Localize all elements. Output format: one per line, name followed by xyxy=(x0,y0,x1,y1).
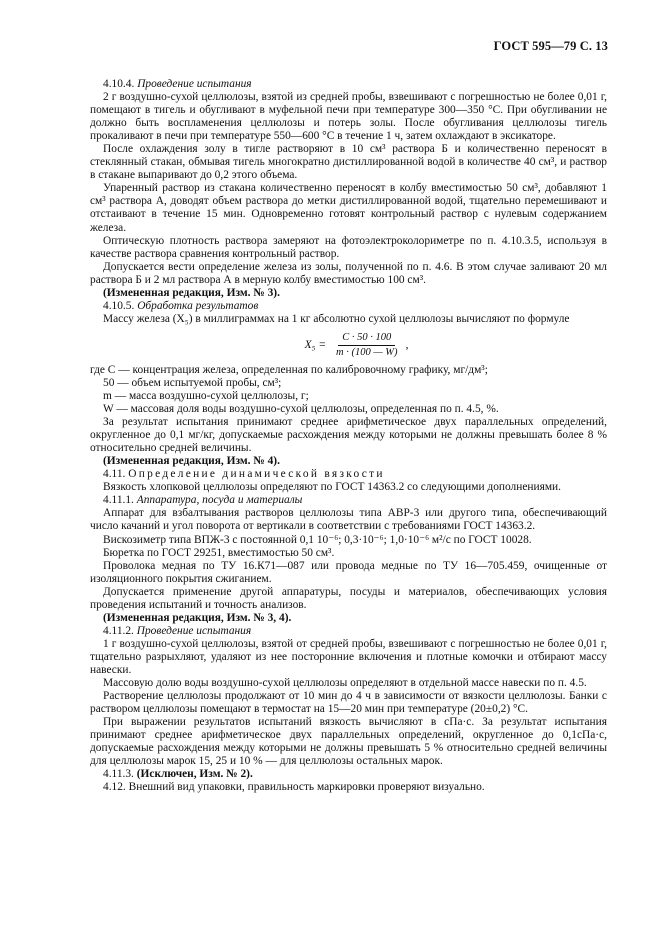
paragraph: Упаренный раствор из стакана количественно переносят в колбу вместимостью 50 см³, добавляют 1 см³ раствора А, доводят объем раствора до метки дистиллированной водой, тщательно перемешивают и отстаивают в течение 15 мин. Одновременно готовят контрольный раствор с нулевым содержанием железа. xyxy=(90,182,607,234)
formula-numerator: C · 50 · 100 xyxy=(338,332,395,346)
formula-tail: , xyxy=(405,338,409,351)
section-text: Внешний вид упаковки, правильность маркировки проверяют визуально. xyxy=(128,781,485,794)
page-body xyxy=(90,78,607,794)
paragraph: Бюретка по ГОСТ 29251, вместимостью 50 см³. xyxy=(103,546,335,559)
paragraph: После охлаждения золу в тигле растворяют в 10 см³ раствора Б и количественно переносят в стеклянный стакан, обмывая тигель многократно дистиллированной водой в количестве 40 см³, и раствор в стакане выпаривают до 0,2 этого объема. xyxy=(90,143,607,182)
section-4-11-3 xyxy=(90,768,607,781)
section-title: Проведение испытания xyxy=(136,624,252,637)
section-number: 4.11.3. xyxy=(103,768,134,781)
formula-lhs: X₅ = xyxy=(304,338,327,351)
paragraph: Аппарат для взбалтывания растворов целлюлозы типа АВР-3 или другого типа, обеспечивающий число качаний и угол поворота от вертикали в соответствии с требованиями ГОСТ 14363.2. xyxy=(90,507,607,533)
definition-w: W — массовая доля воды воздушно-сухой целлюлозы, определенная по п. 4.5, %. xyxy=(103,403,499,416)
formula-fraction xyxy=(332,332,402,359)
paragraph: Массовую долю воды воздушно-сухой целлюлозы определяют в отдельной массе навески по п. 4.5. xyxy=(103,677,587,690)
section-title: Обработка результатов xyxy=(137,299,259,312)
section-title: Аппаратура, посуда и материалы xyxy=(136,494,303,507)
formula-denominator: m · (100 — W) xyxy=(336,346,398,358)
section-title: Определение динамической вязкости xyxy=(128,468,385,481)
section-4-11-heading xyxy=(90,468,607,481)
section-title: Проведение испытания xyxy=(137,78,252,90)
excluded-note: (Исключен, Изм. № 2). xyxy=(136,768,253,781)
paragraph: Допускается вести определение железа из золы, полученной по п. 4.6. В этом случае заливают 20 мл раствора Б и 2 мл раствора А в мерную колбу вместимостью 100 см³. xyxy=(90,260,607,286)
section-4-11-2-heading xyxy=(90,625,607,638)
section-4-10-4-heading xyxy=(90,78,607,91)
paragraph: 2 г воздушно-сухой целлюлозы, взятой из средней пробы, взвешивают с погрешностью не более 0,01 г, помещают в тигель и обугливают в муфельной печи при температуре 300—350 °С. При обугливании не должно быть воспламенения целлюлозы и потерь золы. После обугливания целлюлозы тигель прокаливают в печи при температуре 550—600 °С в течение 1 ч, затем охлаждают в эксикаторе. xyxy=(90,91,607,143)
formula xyxy=(90,332,607,359)
page-header: ГОСТ 595—79 С. 13 xyxy=(493,39,608,53)
section-number: 4.12. xyxy=(103,781,126,794)
edition-note: (Измененная редакция, Изм. № 3). xyxy=(103,286,280,299)
section-4-12 xyxy=(90,781,607,794)
paragraph: Допускается применение другой аппаратуры, посуды и материалов, обеспечивающих условия проведения испытаний и точность анализов. xyxy=(90,585,607,611)
edition-note: (Измененная редакция, Изм. № 4). xyxy=(103,455,280,468)
definition-c: где C — концентрация железа, определенная по калибровочному графику, мг/дм³; xyxy=(90,363,488,376)
paragraph: Вязкость хлопковой целлюлозы определяют по ГОСТ 14363.2 со следующими дополнениями. xyxy=(103,481,561,494)
paragraph: За результат испытания принимают среднее арифметическое двух параллельных определений, округленное до 0,1 мг/кг, допускаемые расхождения между которыми не должны превышать более 8 % относительно средней величины. xyxy=(90,416,607,455)
section-number: 4.10.5. xyxy=(103,299,135,312)
section-number: 4.11. xyxy=(103,468,126,481)
section-number: 4.11.1. xyxy=(103,494,134,507)
section-4-10-5-heading xyxy=(90,300,607,313)
section-number: 4.11.2. xyxy=(103,624,134,637)
paragraph: Массу железа (X₅) в миллиграммах на 1 кг абсолютно сухой целлюлозы вычисляют по формуле xyxy=(103,312,570,325)
paragraph: Растворение целлюлозы продолжают от 10 мин до 4 ч в зависимости от вязкости целлюлозы. Банки с раствором целлюлозы помещают в термостат на 15—20 мин при температуре (20±0,2) °С. xyxy=(90,690,607,716)
edition-note: (Измененная редакция, Изм. № 3, 4). xyxy=(103,611,292,624)
paragraph: При выражении результатов испытаний вязкость вычисляют в сПа·с. За результат испытания принимают среднее арифметическое двух параллельных определений, округленное до 0,1сПа·с, допускаемые расхождения между которыми не должны превышать 5 % относительно средней величины для целлюлозы марок 15, 25 и 10 % — для целлюлозы остальных марок. xyxy=(90,716,607,768)
paragraph: Оптическую плотность раствора замеряют на фотоэлектроколориметре по п. 4.10.3.5, используя в качестве раствора сравнения контрольный раствор. xyxy=(90,234,607,260)
definition-50: 50 — объем испытуемой пробы, см³; xyxy=(103,376,282,389)
paragraph: 1 г воздушно-сухой целлюлозы, взятой от средней пробы, взвешивают с погрешностью не более 0,01 г, тщательно разрыхляют, удаляют из нее посторонние включения и плотные комочки и отбирают массу навески. xyxy=(90,637,607,676)
paragraph: Проволока медная по ТУ 16.К71—087 или провода медные по ТУ 16—705.459, очищенные от изоляционного покрытия сжиганием. xyxy=(90,559,607,585)
definition-m: m — масса воздушно-сухой целлюлозы, г; xyxy=(103,389,309,402)
paragraph: Вискозиметр типа ВПЖ-3 с постоянной 0,1 10⁻⁶; 0,3·10⁻⁶; 1,0·10⁻⁶ м²/с по ГОСТ 10028. xyxy=(103,533,532,546)
section-number: 4.10.4. xyxy=(103,78,135,90)
section-4-11-1-heading xyxy=(90,494,607,507)
